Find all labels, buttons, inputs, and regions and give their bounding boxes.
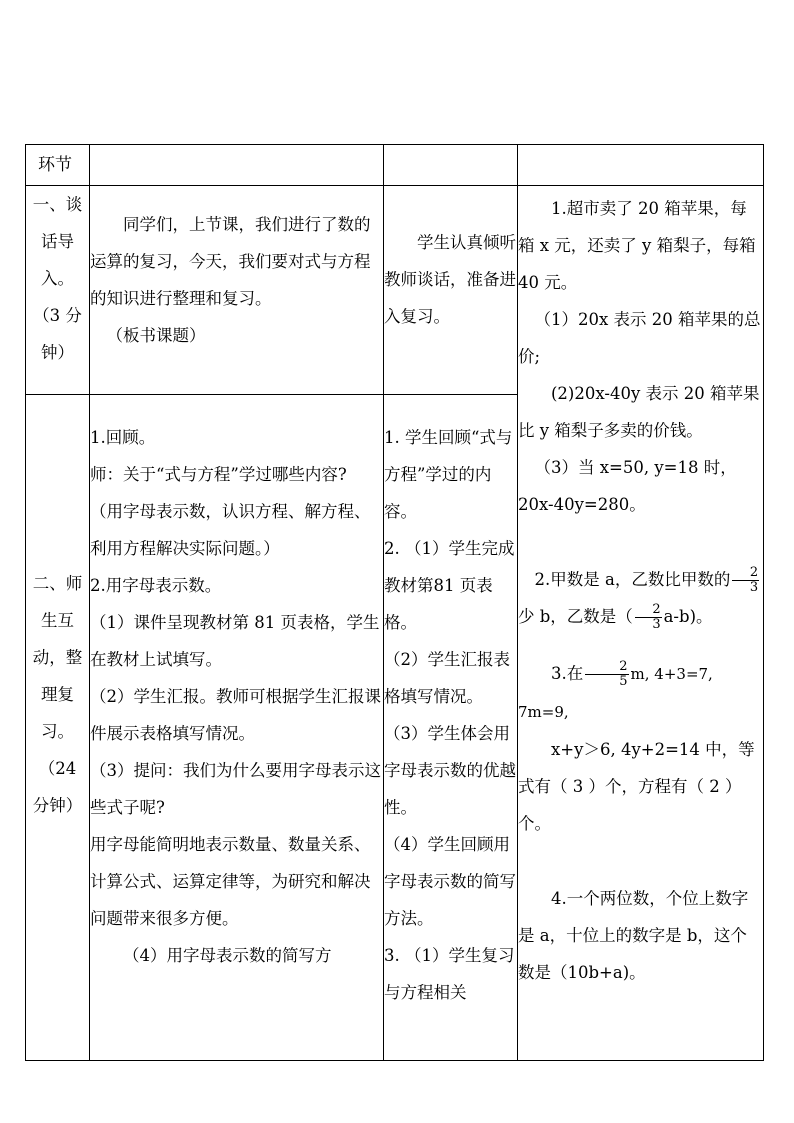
student-step-4: （3）学生体会用字母表示数的优越性。 [384,724,516,817]
review-heading: 1.回顾。 [90,428,156,447]
stage-cell-review: 二、师 生互 动，整 理复 习。 （24 分钟） [26,395,90,1061]
step-4: （4）用字母表示数的简写方 [123,946,332,965]
student-step-2: 2. （1）学生完成教材第81 页表格。 [384,539,515,632]
header-cell-student [384,145,518,186]
student-cell-intro [384,186,518,395]
step-2: （2）学生汇报。教师可根据学生汇报课件展示表格填写情况。 [90,687,381,743]
header-cell-teacher [90,145,384,186]
teacher-cell-intro [90,186,384,395]
header-cell-exercises [518,145,764,186]
q1-answer-2: (2)20x-40y 表示 20 箱苹果比 y 箱梨子多卖的价钱。 [518,384,760,440]
step-3-answer: 用字母能简明地表示数量、数量关系、计算公式、运算定律等，为研究和解决问题带来很多方便。 [90,835,371,928]
fraction-two-thirds: $\frac{2}{3}$ [732,566,759,595]
teacher-intro-text: 同学们，上节课，我们进行了数的运算的复习，今天，我们要对式与方程的知识进行整理和复习。 [90,215,371,308]
step-3: （3）提问：我们为什么要用字母表示这些式子呢? [90,761,381,817]
student-step-1: 1. 学生回顾“式与方程”学过的内容。 [384,428,513,521]
q1-answer-1: （1）20x 表示 20 箱苹果的总价; [518,310,761,366]
q2-text: 2.甲数是 a，乙数比甲数的 $\frac{2}{3}$ 少 b，乙数是（ $\frac{2}{3}$ a-b)。 [518,565,759,632]
teacher-question: 师：关于“式与方程”学过哪些内容? [90,465,347,484]
topic-list: （用字母表示数，认识方程、解方程、利用方程解决实际问题。） [90,502,371,558]
q1-stem: 1.超市卖了 20 箱苹果，每箱 x 元，还卖了 y 箱梨子，每箱 40 元。 [518,199,756,292]
teacher-cell-review [90,395,384,1061]
stage-cell-intro: 一、谈 话导 入。 （3 分 钟） [26,186,90,395]
lesson-table [25,144,764,1061]
student-cell-review [384,395,518,1061]
student-step-3: （2）学生汇报表格填写情况。 [384,650,510,706]
q3-line2: x+y＞6, 4y+2=14 中，等式有（ 3 ）个，方程有（ 2 ）个。 [518,740,755,833]
header-cell-stage: 环节 [26,145,90,186]
board-title-note: （板书课题） [106,326,206,345]
q1-answer-3: （3）当 x=50, y=18 时，20x-40y=280。 [518,458,737,514]
section-letters: 2.用字母表示数。 [90,576,222,595]
student-step-6: 3. （1）学生复习与方程相关 [384,946,515,1002]
fraction-two-fifths: $\frac{2}{5}$ [585,660,628,689]
header-row [26,145,764,186]
student-step-5: （4）学生回顾用字母表示数的简写方法。 [384,835,516,928]
step-1: （1）课件呈现教材第 81 页表格，学生在教材上试填写。 [90,613,380,669]
q4-text: 4.一个两位数，个位上数字是 a，十位上的数字是 b，这个数是（10b+a)。 [518,889,749,982]
student-intro-text: 学生认真倾听教师谈话，准备进入复习。 [384,233,516,326]
q3-line1: 3.在 $\frac{2}{5}$ m, 4+3=7, 7m=9, [518,659,713,721]
exercise-cell [518,186,764,1061]
row-intro [26,186,764,395]
fraction-two-thirds: $\frac{2}{3}$ [635,603,662,632]
